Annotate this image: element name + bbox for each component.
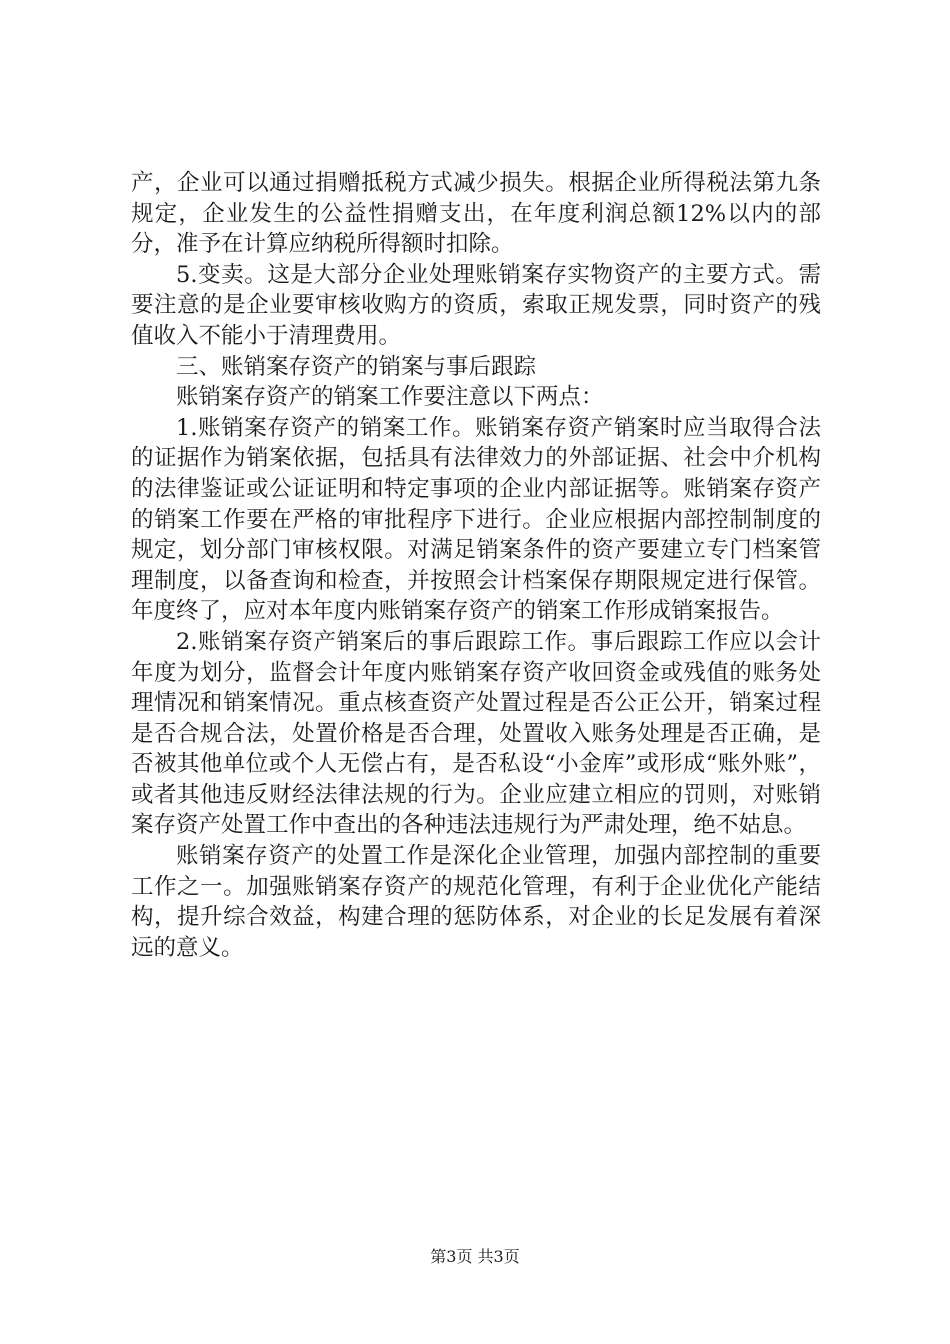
page-number-footer: 第3页 共3页 — [430, 1247, 520, 1266]
paragraph-continuation: 产，企业可以通过捐赠抵税方式减少损失。根据企业所得税法第九条规定，企业发生的公益性捐赠支出，在年度利润总额12%以内的部分，准予在计算应纳税所得额时扣除。 — [131, 170, 821, 258]
paragraph-conclusion: 账销案存资产的处置工作是深化企业管理，加强内部控制的重要工作之一。加强账销案存资产的规范化管理，有利于企业优化产能结构，提升综合效益，构建合理的惩防体系，对企业的长足发展有着深远的意义。 — [131, 843, 821, 961]
paragraph-item-2: 2.账销案存资产销案后的事后跟踪工作。事后跟踪工作应以会计年度为划分，监督会计年度内账销案存资产收回资金或残值的账务处理情况和销案情况。重点核查资产处置过程是否公正公开，销案过程是否合规合法，处置价格是否合理，处置收入账务处理是否正确，是否被其他单位或个人无偿占有，是否私设“小金库”或形成“账外账”，或者其他违反财经法律法规的行为。企业应建立相应的罚则，对账销案存资产处置工作中查出的各种违法违规行为严肃处理，绝不姑息。 — [131, 628, 821, 839]
paragraph-item-5: 5.变卖。这是大部分企业处理账销案存实物资产的主要方式。需要注意的是企业要审核收购方的资质，索取正规发票，同时资产的残值收入不能小于清理费用。 — [131, 261, 821, 349]
paragraph-item-1: 1.账销案存资产的销案工作。账销案存资产销案时应当取得合法的证据作为销案依据，包括具有法律效力的外部证据、社会中介机构的法律鉴证或公证证明和特定事项的企业内部证据等。账销案存资产的销案工作要在严格的审批程序下进行。企业应根据内部控制制度的规定，划分部门审核权限。对满足销案条件的资产要建立专门档案管理制度，以备查询和检查，并按照会计档案保存期限规定进行保管。年度终了，应对本年度内账销案存资产的销案工作形成销案报告。 — [131, 414, 821, 625]
document-body — [131, 168, 821, 963]
paragraph-intro: 账销案存资产的销案工作要注意以下两点： — [176, 384, 604, 411]
section-heading: 三、账销案存资产的销案与事后跟踪 — [176, 353, 537, 380]
